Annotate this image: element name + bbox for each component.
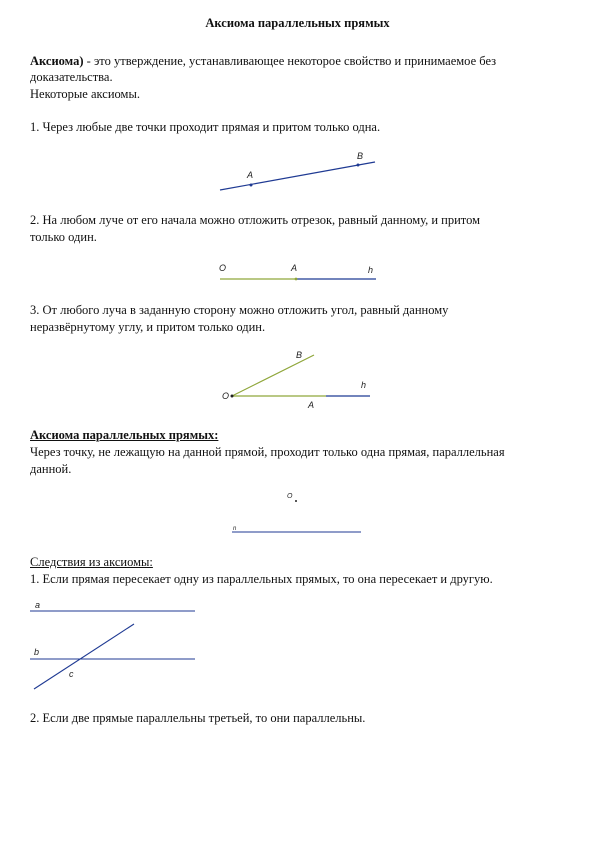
page-title: Аксиома параллельных прямых [205, 16, 390, 30]
label-a: A [308, 400, 315, 410]
axiom-term: Аксиома) [30, 54, 84, 68]
axiom2-line2: только один. [30, 230, 97, 244]
axiom2-line1: 2. На любом луче от его начала можно отложить отрезок, равный данному, и притом [30, 213, 481, 227]
consequence-2: 2. Если две прямые параллельны третьей, то они параллельны. [30, 711, 366, 725]
label-h: h [361, 380, 367, 390]
label-b: B [357, 151, 364, 161]
label-n: n [233, 526, 237, 532]
axiom3-line2: неразвёрнутому углу, и притом только один. [30, 320, 266, 334]
label-h: h [368, 265, 374, 275]
label-point-o: O [287, 493, 293, 500]
label-a: a [35, 600, 41, 610]
consequence-1: 1. Если прямая пересекает одну из параллельных прямых, то она пересекает и другую. [30, 572, 493, 586]
label-c: c [69, 669, 74, 679]
consequences-heading: Следствия из аксиомы: [30, 555, 153, 569]
label-a: A [291, 263, 298, 273]
parallel-axiom-line2: данной. [30, 462, 72, 476]
axiom-definition-text: - это утверждение, устанавливающее некоторое свойство и принимаемое без [83, 54, 497, 68]
label-b: B [296, 350, 303, 360]
line-c [34, 624, 134, 689]
some-axioms-label: Некоторые аксиомы. [30, 87, 140, 101]
label-b: b [34, 647, 40, 657]
label-o: O [222, 391, 230, 401]
parallel-axiom-line1: Через точку, не лежащую на данной прямой, проходит только одна прямая, параллельная [30, 445, 505, 459]
label-o: O [219, 263, 227, 273]
axiom3-line1: 3. От любого луча в заданную сторону можно отложить угол, равный данному [30, 303, 449, 317]
label-a: A [247, 170, 254, 180]
parallel-axiom-heading: Аксиома параллельных прямых: [30, 428, 219, 442]
axiom-definition-line2: доказательства. [30, 70, 113, 84]
axiom1-text: 1. Через любые две точки проходит прямая и притом только одна. [30, 120, 381, 134]
